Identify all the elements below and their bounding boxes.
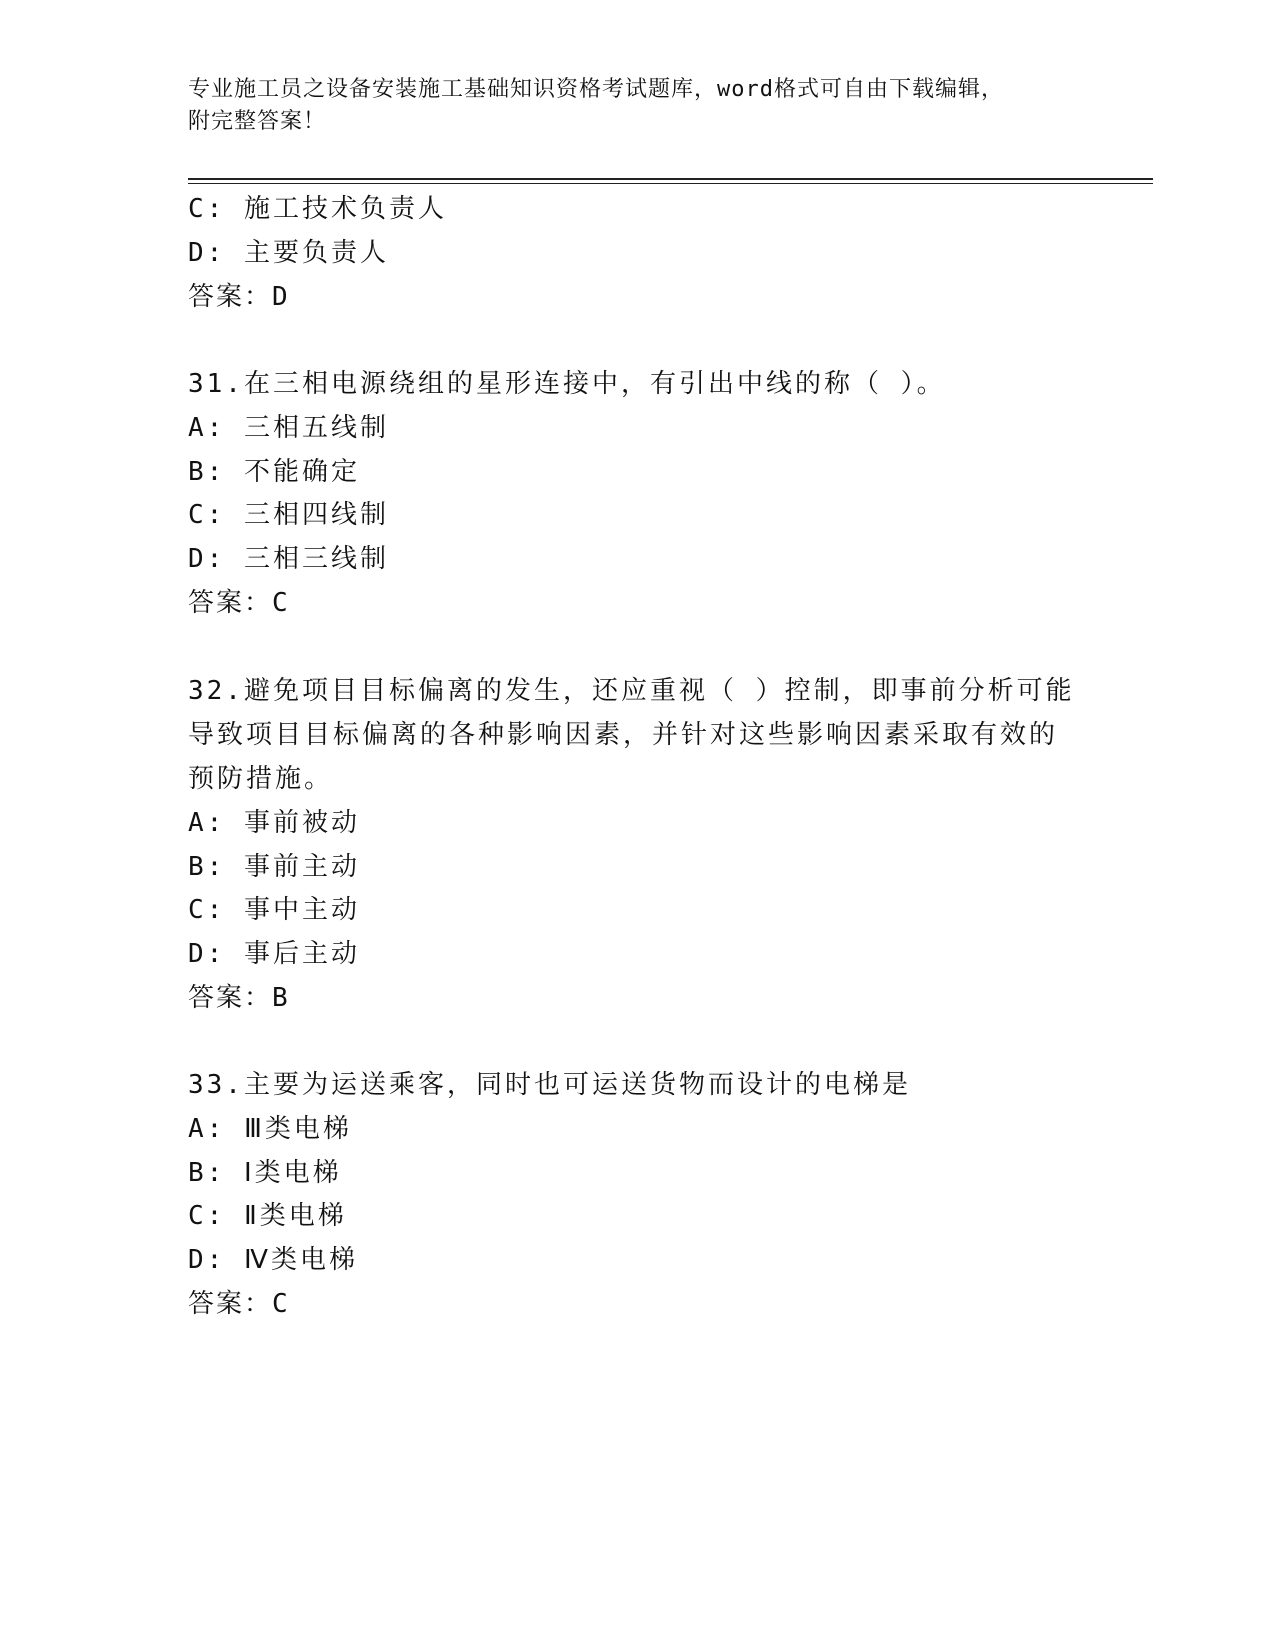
header-rule-thick xyxy=(188,178,1153,180)
q33-stem: 33.主要为运送乘客，同时也可运送货物而设计的电梯是 xyxy=(188,1070,911,1100)
q33-option-d: D: Ⅳ类电梯 xyxy=(188,1245,358,1275)
q32-option-b: B: 事前主动 xyxy=(188,852,360,882)
q32-stem-line-2: 导致项目目标偏离的各种影响因素，并针对这些影响因素采取有效的 xyxy=(188,720,1059,750)
header-rule-thin xyxy=(188,183,1153,184)
document-header xyxy=(188,74,1088,138)
q32-option-d: D: 事后主动 xyxy=(188,939,360,969)
q31-option-b: B: 不能确定 xyxy=(188,457,360,487)
q33-option-a: A: Ⅲ类电梯 xyxy=(188,1114,352,1144)
q32-stem-line-1: 32.避免项目目标偏离的发生，还应重视（ ）控制，即事前分析可能 xyxy=(188,676,1075,706)
q32-stem-line-3: 预防措施。 xyxy=(188,764,334,794)
prev-option-d: D: 主要负责人 xyxy=(188,238,389,268)
q31-answer: 答案：C xyxy=(188,588,290,618)
prev-option-c: C: 施工技术负责人 xyxy=(188,194,447,224)
q31-option-a: A: 三相五线制 xyxy=(188,413,389,443)
q32-option-c: C: 事中主动 xyxy=(188,895,360,925)
q31-option-c: C: 三相四线制 xyxy=(188,500,389,530)
header-line-1: 专业施工员之设备安装施工基础知识资格考试题库，word格式可自由下载编辑， xyxy=(188,77,1004,102)
q33-option-c: C: Ⅱ类电梯 xyxy=(188,1201,347,1231)
q31-stem: 31.在三相电源绕组的星形连接中，有引出中线的称（ ）。 xyxy=(188,369,946,399)
prev-answer: 答案：D xyxy=(188,282,290,312)
q31-option-d: D: 三相三线制 xyxy=(188,544,389,574)
q33-answer: 答案：C xyxy=(188,1289,290,1319)
q32-option-a: A: 事前被动 xyxy=(188,808,360,838)
q32-answer: 答案：B xyxy=(188,983,290,1013)
header-line-2: 附完整答案！ xyxy=(188,109,327,134)
q33-option-b: B: Ⅰ类电梯 xyxy=(188,1158,342,1188)
